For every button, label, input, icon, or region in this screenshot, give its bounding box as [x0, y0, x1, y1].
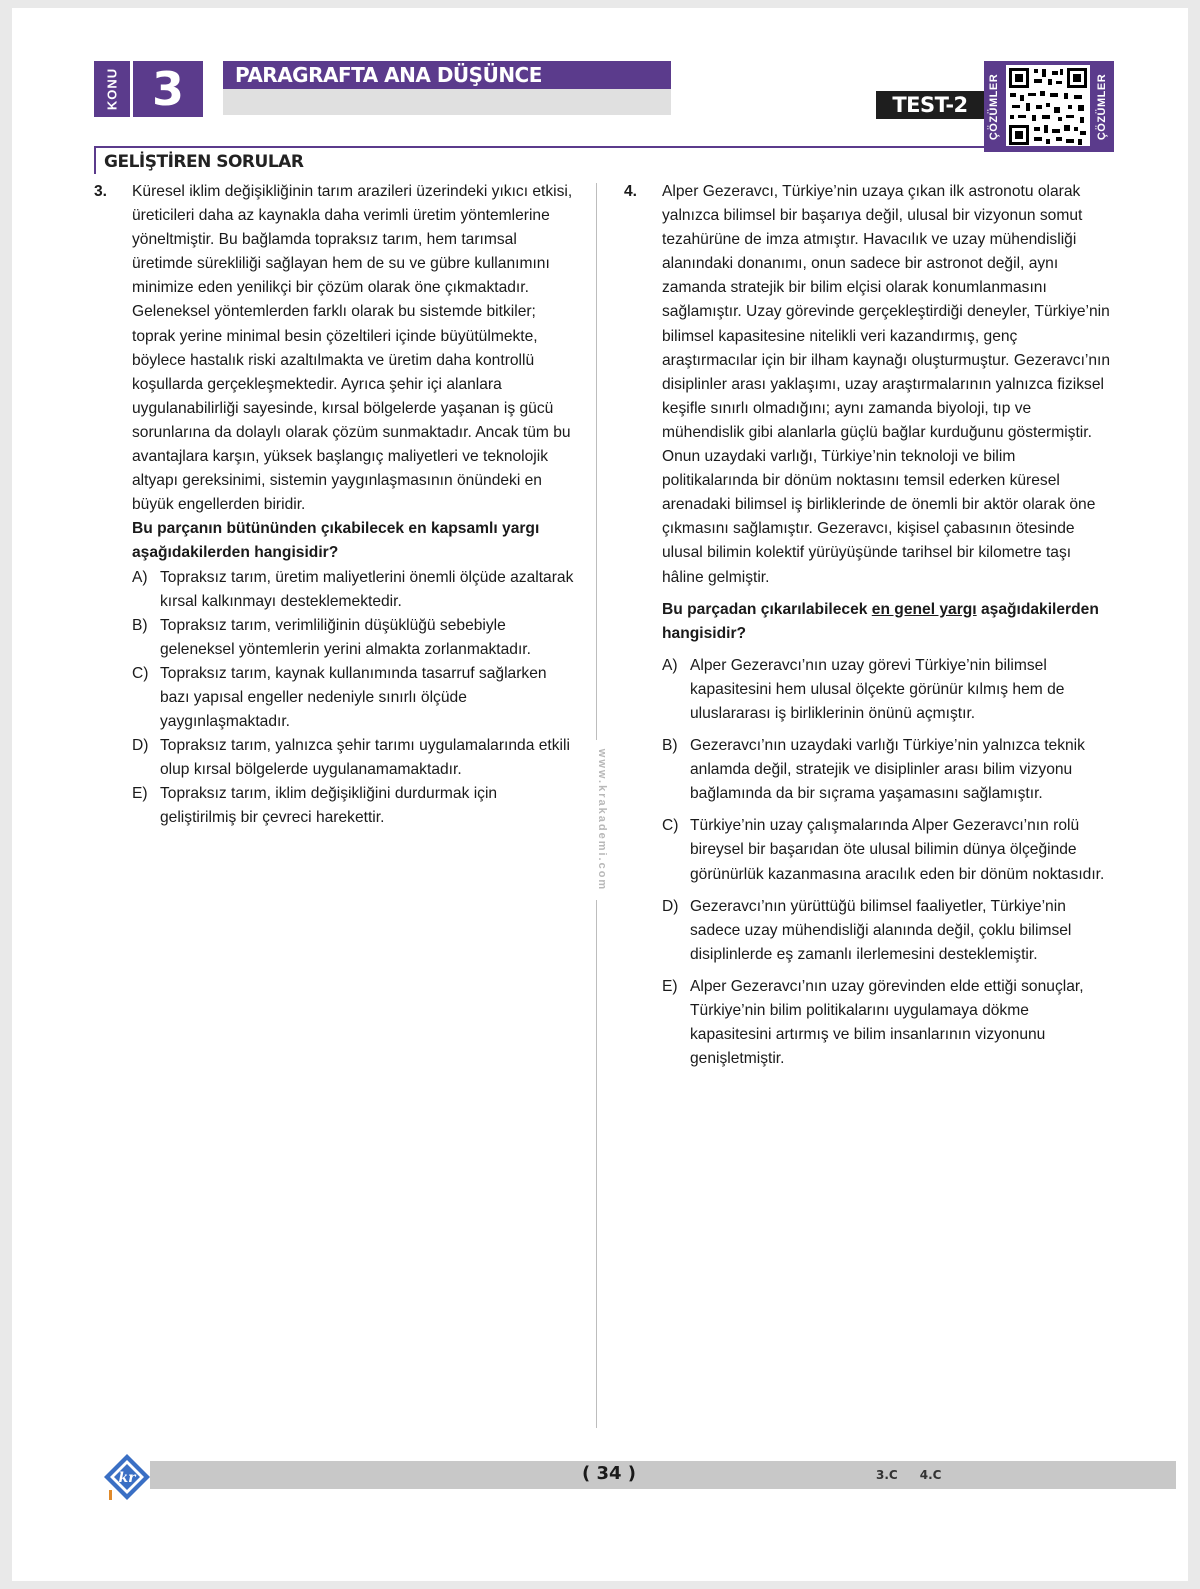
answer-key: [876, 1468, 963, 1482]
konu-tab: [94, 61, 130, 117]
option-letter: E): [132, 785, 148, 803]
question-number: 4.: [624, 183, 638, 200]
answer-3: 3.C: [876, 1468, 898, 1482]
option-text: Gezeravcı’nın yürüttüğü bilimsel faaliyetler, Türkiye’nin sadece uzay mühendisliği alanında değil, çoklu bilimsel disiplinlerde eş zamanlı ilerlemesini desteklemiştir.: [690, 897, 1072, 963]
option-text: Topraksız tarım, üretim maliyetlerini önemli ölçüde azaltarak kırsal kalkınmayı desteklemektedir.: [160, 568, 574, 610]
answer-4: 4.C: [919, 1468, 942, 1482]
watermark: [596, 740, 608, 900]
question-passage: Küresel iklim değişikliğinin tarım arazileri üzerindeki yıkıcı etkisi, üreticileri daha az kaynakla daha verimli üretim yöntemlerine yöneltmiştir. Bu bağlamda topraksız tarım, hem tarımsal üretimde sürekliliği sağlayan hem de su ve gübre kullanımını minimize eden yenilikçi bir çözüm olarak öne çıkmaktadır. Geleneksel yöntemlerden farklı olarak bu sistemde bitkiler; toprak yerine minimal besin çözeltileri içinde büyütülmekte, böylece hastalık riski azaltılmakta ve üretim daha kontrollü koşullarda gerçekleşmektedir. Ayrıca şehir içi alanlara uygulanabilirliği sayesinde, kırsal bölgelerde yaşanan iş gücü sorunlarına da dolaylı olarak çözüm sunmaktadır. Ancak tüm bu avantajlara karşın, yüksek başlangıç maliyetleri ve teknolojik altyapı gereksinimi, sistemin yaygınlaşmasının önündeki en büyük engellerden biridir.: [132, 183, 573, 514]
option-e[interactable]: [662, 975, 1114, 1071]
option-letter: D): [662, 897, 679, 915]
option-letter: A): [662, 656, 678, 674]
option-text: Topraksız tarım, yalnızca şehir tarımı uygulamalarında etkili olup kırsal bölgelerde uygulanamamaktadır.: [160, 737, 570, 779]
footer-bar: [150, 1461, 1176, 1489]
option-text: Alper Gezeravcı’nın uzay görevi Türkiye’nin bilimsel kapasitesini hem ulusal ölçekte görünür kılmış hem de uluslararası iş birliklerinin önünü açmıştır.: [690, 656, 1065, 722]
qr-left-label-box: [984, 61, 1004, 152]
kr-logo-icon: [102, 1452, 152, 1502]
konu-number: 3: [133, 61, 203, 117]
option-text: Gezeravcı’nın uzaydaki varlığı Türkiye’nin yalnızca teknik anlamda değil, stratejik ve disiplinler arası bilim vizyonu bağlamında da bir sıçrama yaşamasını sağlamıştır.: [690, 737, 1085, 803]
qr-right-label: ÇÖZÜMLER: [1096, 73, 1108, 140]
option-c[interactable]: [662, 814, 1114, 886]
option-letter: B): [662, 737, 678, 755]
option-a[interactable]: [662, 654, 1114, 726]
option-b[interactable]: [132, 614, 574, 662]
option-d[interactable]: [132, 734, 574, 782]
test-label: TEST-2: [876, 91, 984, 119]
question-3: [94, 180, 574, 831]
qr-code-icon[interactable]: [1006, 65, 1090, 148]
option-text: Topraksız tarım, verimliliğinin düşüklüğü sebebiyle geleneksel yöntemlerin yerini almakta zorlanmaktadır.: [160, 616, 531, 658]
option-a[interactable]: [132, 566, 574, 614]
option-letter: B): [132, 616, 148, 634]
option-text: Topraksız tarım, iklim değişikliğini durdurmak için geliştirilmiş bir çevreci harekettir.: [160, 785, 498, 827]
option-b[interactable]: [662, 734, 1114, 806]
question-4: [624, 180, 1114, 1071]
watermark-text: www.krakademi.com: [596, 748, 608, 892]
logo-text: kr: [118, 1470, 136, 1486]
option-letter: D): [132, 737, 149, 755]
header-divider-left: [94, 146, 96, 174]
option-letter: C): [662, 817, 679, 835]
konu-label: KONU: [104, 67, 120, 111]
qr-panel[interactable]: [984, 61, 1114, 152]
option-text: Alper Gezeravcı’nın uzay görevinden elde ettiği sonuçlar, Türkiye’nin bilim politikalarını uygulamaya dökme kapasitesini artırmış ve bilim insanlarının vizyonunu genişletmiştir.: [690, 977, 1084, 1068]
option-d[interactable]: [662, 895, 1114, 967]
stem-part: aşağıdakilerden hangisidir?: [662, 600, 1099, 642]
question-number: 3.: [94, 183, 108, 200]
option-letter: A): [132, 568, 148, 586]
question-body: [662, 180, 1114, 1071]
section-title: GELİŞTİREN SORULAR: [104, 152, 304, 172]
stem-underlined: en genel yargı: [871, 600, 977, 618]
topic-title: PARAGRAFTA ANA DÜŞÜNCE: [223, 61, 671, 89]
qr-right-label-box: [1092, 61, 1112, 152]
question-passage: Alper Gezeravcı, Türkiye’nin uzaya çıkan ilk astronotu olarak yalnızca bilimsel bir başarıya değil, ulusal bir vizyonun somut tezahürüne de imza atmıştır. Havacılık ve uzay mühendisliği alanındaki donanımı, onun sadece bir astronot değil, aynı zamanda stratejik bir bilim elçisi olarak konumlanmasını sağlamıştır. Uzay görevinde gerçekleştirdiği deneyler, Türkiye’nin bilimsel kapasitesine nitelikli veri kazandırmış, genç araştırmacılar için bir ilham kaynağı oluşturmuştur. Gezeravcı’nın disiplinler arası yaklaşımı, uzay araştırmalarının yalnızca fiziksel keşifle sınırlı olmadığını; aynı zamanda biyoloji, tıp ve mühendislik gibi alanlarla güçlü bağlar kurduğunu göstermiştir. Onun uzaydaki varlığı, Türkiye’nin teknoloji ve bilim politikalarında bir dönüm noktasını temsil ederken küresel arenadaki bilimsel iş birliklerinde de önemli bir aktör olarak öne çıkmasını sağlamıştır. Gezeravcı, kişisel çabasının ötesinde ulusal bilimin kolektif yürüyüşünde tarihsel bir kilometre taşı hâline gelmiştir.: [662, 183, 1111, 586]
option-e[interactable]: [132, 782, 574, 830]
option-letter: C): [132, 664, 149, 682]
question-stem: Bu parçanın bütününden çıkabilecek en kapsamlı yargı aşağıdakilerden hangisidir?: [132, 520, 540, 562]
question-body: [132, 180, 574, 831]
option-c[interactable]: [132, 662, 574, 734]
topic-subbar: [223, 89, 671, 115]
option-text: Topraksız tarım, kaynak kullanımında tasarruf sağlarken bazı yapısal engeller nedeniyle sınırlı ölçüde yaygınlaşmaktadır.: [160, 664, 547, 731]
page-number: ( 34 ): [582, 1463, 637, 1484]
qr-left-label: ÇÖZÜMLER: [988, 73, 1000, 140]
question-stem: [662, 598, 1114, 646]
stem-part: Bu parçadan çıkarılabilecek: [662, 600, 872, 618]
header-divider: [94, 146, 1114, 148]
option-text: Türkiye’nin uzay çalışmalarında Alper Gezeravcı’nın rolü bireysel bir başarıdan öte ulusal bilimin dünya ölçeğinde görünürlük kazanmasına aracılık eden bir dönüm noktasıdır.: [690, 817, 1105, 883]
option-letter: E): [662, 977, 678, 995]
